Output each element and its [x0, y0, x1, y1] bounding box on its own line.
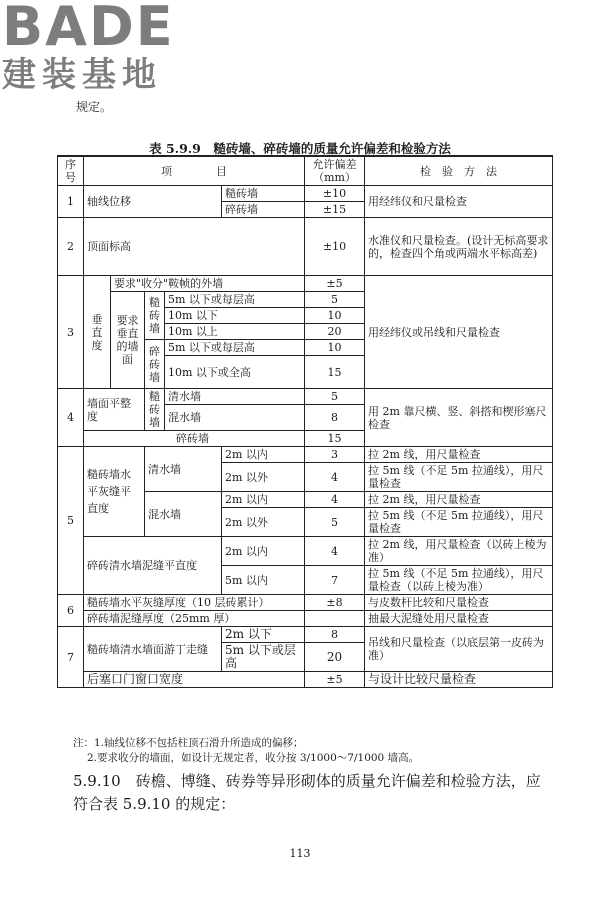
- table-header: [58, 156, 553, 186]
- row-item: 2m 以内: [222, 492, 305, 508]
- row-value: 8: [305, 405, 365, 431]
- header-allowance: 允许偏差（mm）: [305, 156, 365, 186]
- row-value: 5: [305, 389, 365, 405]
- logo: [2, 0, 182, 94]
- row-value: 5: [305, 508, 365, 537]
- row-item: 糙砖墙水平灰缝厚度（10 层砖累计）: [84, 595, 305, 611]
- row-subgroup: 糙砖墙: [145, 389, 165, 431]
- row-method: 用经纬仪或吊线和尺量检查: [365, 276, 553, 389]
- row-item: 2m 以内: [222, 447, 305, 463]
- row-value: 4: [305, 537, 365, 566]
- row-value: ±5: [305, 672, 365, 688]
- row-item: 2m 以外: [222, 463, 305, 492]
- row-method: 拉 2m 线，用尺量检查: [365, 447, 553, 463]
- row-method: 拉 5m 线（不足 5m 拉通线），用尺量检查: [365, 463, 553, 492]
- row-item: 5m 以下或每层高: [165, 340, 305, 356]
- header-method: 检 验 方 法: [365, 156, 553, 186]
- row-value: [305, 611, 365, 627]
- row-item: 2m 以下: [222, 627, 305, 643]
- table-notes: [73, 736, 419, 766]
- table-row: [58, 627, 553, 643]
- row-number: 2: [58, 218, 84, 276]
- row-item: 碎砖墙泥缝厚度（25mm 厚）: [84, 611, 305, 627]
- top-note: 规定。: [76, 100, 113, 114]
- row-group: 糙砖墙水平灰缝平直度: [84, 447, 145, 537]
- row-value: ±15: [305, 202, 365, 218]
- row-method: 拉 5m 线（不足 5m 拉通线），用尺量检查（以砖上棱为准）: [365, 566, 553, 595]
- table-row: [58, 447, 553, 463]
- row-item: 糙砖墙清水墙面游丁走缝: [84, 627, 222, 672]
- quality-table: [57, 155, 553, 688]
- row-method: 抽最大泥缝处用尺量检查: [365, 611, 553, 627]
- row-item: 2m 以内: [222, 537, 305, 566]
- section-paragraph: 5.9.10 砖檐、博缝、砖券等异形砌体的质量允许偏差和检验方法，应符合表 5.9.10 的规定：: [73, 772, 541, 813]
- row-subgroup: 碎砖墙: [145, 340, 165, 389]
- table-row: [58, 537, 553, 566]
- row-value: ±10: [305, 218, 365, 276]
- row-method: 与皮数杆比较和尺量检查: [365, 595, 553, 611]
- header-item: 项 目: [84, 156, 305, 186]
- row-method: 用 2m 靠尺横、竖、斜搭和楔形塞尺检查: [365, 389, 553, 447]
- row-value: ±8: [305, 595, 365, 611]
- row-value: 5: [305, 292, 365, 308]
- header-seq: 序号: [58, 156, 84, 186]
- row-method: 拉 5m 线（不足 5m 拉通线），用尺量检查: [365, 508, 553, 537]
- logo-brand: BADE: [2, 0, 175, 58]
- table-row: [58, 218, 553, 276]
- logo-chinese: 建装基地: [2, 55, 162, 95]
- table-row: [58, 186, 553, 202]
- row-method: 水准仪和尺量检查。(设计无标高要求的，检查四个角或两端水平标高差): [365, 218, 553, 276]
- row-value: 20: [305, 324, 365, 340]
- row-number: 7: [58, 627, 84, 688]
- row-item: 5m 以下或每层高: [165, 292, 305, 308]
- row-item: 墙面平整度: [84, 389, 145, 431]
- row-value: 4: [305, 463, 365, 492]
- row-method: 与设计比较尺量检查: [365, 672, 553, 688]
- row-item: 10m 以下或全高: [165, 356, 305, 389]
- row-value: 15: [305, 431, 365, 447]
- row-item: 5m 以内: [222, 566, 305, 595]
- row-number: 1: [58, 186, 84, 218]
- row-method: 吊线和尺量检查（以底层第一皮砖为准）: [365, 627, 553, 672]
- row-value: 8: [305, 627, 365, 643]
- row-value: ±10: [305, 186, 365, 202]
- row-subgroup: 混水墙: [145, 492, 222, 537]
- note-2: 2.要求收分的墙面，如设计无规定者，收分按 3/1000～7/1000 墙高。: [87, 752, 420, 764]
- row-subitem: 碎砖墙: [222, 202, 305, 218]
- row-subgroup: 清水墙: [145, 447, 222, 492]
- row-item: 要求"收分"鞍帧的外墙: [111, 276, 305, 292]
- row-value: 10: [305, 308, 365, 324]
- row-subgroup: 要求垂直的墙面: [111, 292, 145, 389]
- row-item: 2m 以外: [222, 508, 305, 537]
- row-subgroup: 糙砖墙: [145, 292, 165, 340]
- row-value: 15: [305, 356, 365, 389]
- row-value: 3: [305, 447, 365, 463]
- row-number: 4: [58, 389, 84, 447]
- table-row: [58, 389, 553, 405]
- row-value: 7: [305, 566, 365, 595]
- row-method: 拉 2m 线，用尺量检查（以砖上棱为准）: [365, 537, 553, 566]
- row-value: 4: [305, 492, 365, 508]
- row-value: 20: [305, 643, 365, 672]
- table-row: [58, 611, 553, 627]
- table-row: [58, 276, 553, 292]
- row-item: 轴线位移: [84, 186, 222, 218]
- row-method: 用经纬仪和尺量检查: [365, 186, 553, 218]
- row-value: ±5: [305, 276, 365, 292]
- row-item: 10m 以下: [165, 308, 305, 324]
- row-subitem: 糙砖墙: [222, 186, 305, 202]
- table-caption: 表 5.9.9 糙砖墙、碎砖墙的质量允许偏差和检验方法: [149, 141, 451, 156]
- row-item: 混水墙: [165, 405, 305, 431]
- table-row: [58, 672, 553, 688]
- row-value: 10: [305, 340, 365, 356]
- page-number: 113: [289, 847, 311, 860]
- row-item: 5m 以下或层高: [222, 643, 305, 672]
- row-number: 5: [58, 447, 84, 595]
- row-number: 6: [58, 595, 84, 627]
- row-item: 清水墙: [165, 389, 305, 405]
- row-item: 碎砖清水墙泥缝平直度: [84, 537, 222, 595]
- row-number: 3: [58, 276, 84, 389]
- row-item: 10m 以上: [165, 324, 305, 340]
- row-item: 碎砖墙: [84, 431, 305, 447]
- note-1: 注：1.轴线位移不包括柱顶石滑升所造成的偏移；: [73, 737, 304, 749]
- row-method: 拉 2m 线，用尺量检查: [365, 492, 553, 508]
- row-group: 垂直度: [84, 276, 111, 389]
- row-item: 顶面标高: [84, 218, 305, 276]
- row-item: 后塞口门窗口宽度: [84, 672, 305, 688]
- table-row: [58, 595, 553, 611]
